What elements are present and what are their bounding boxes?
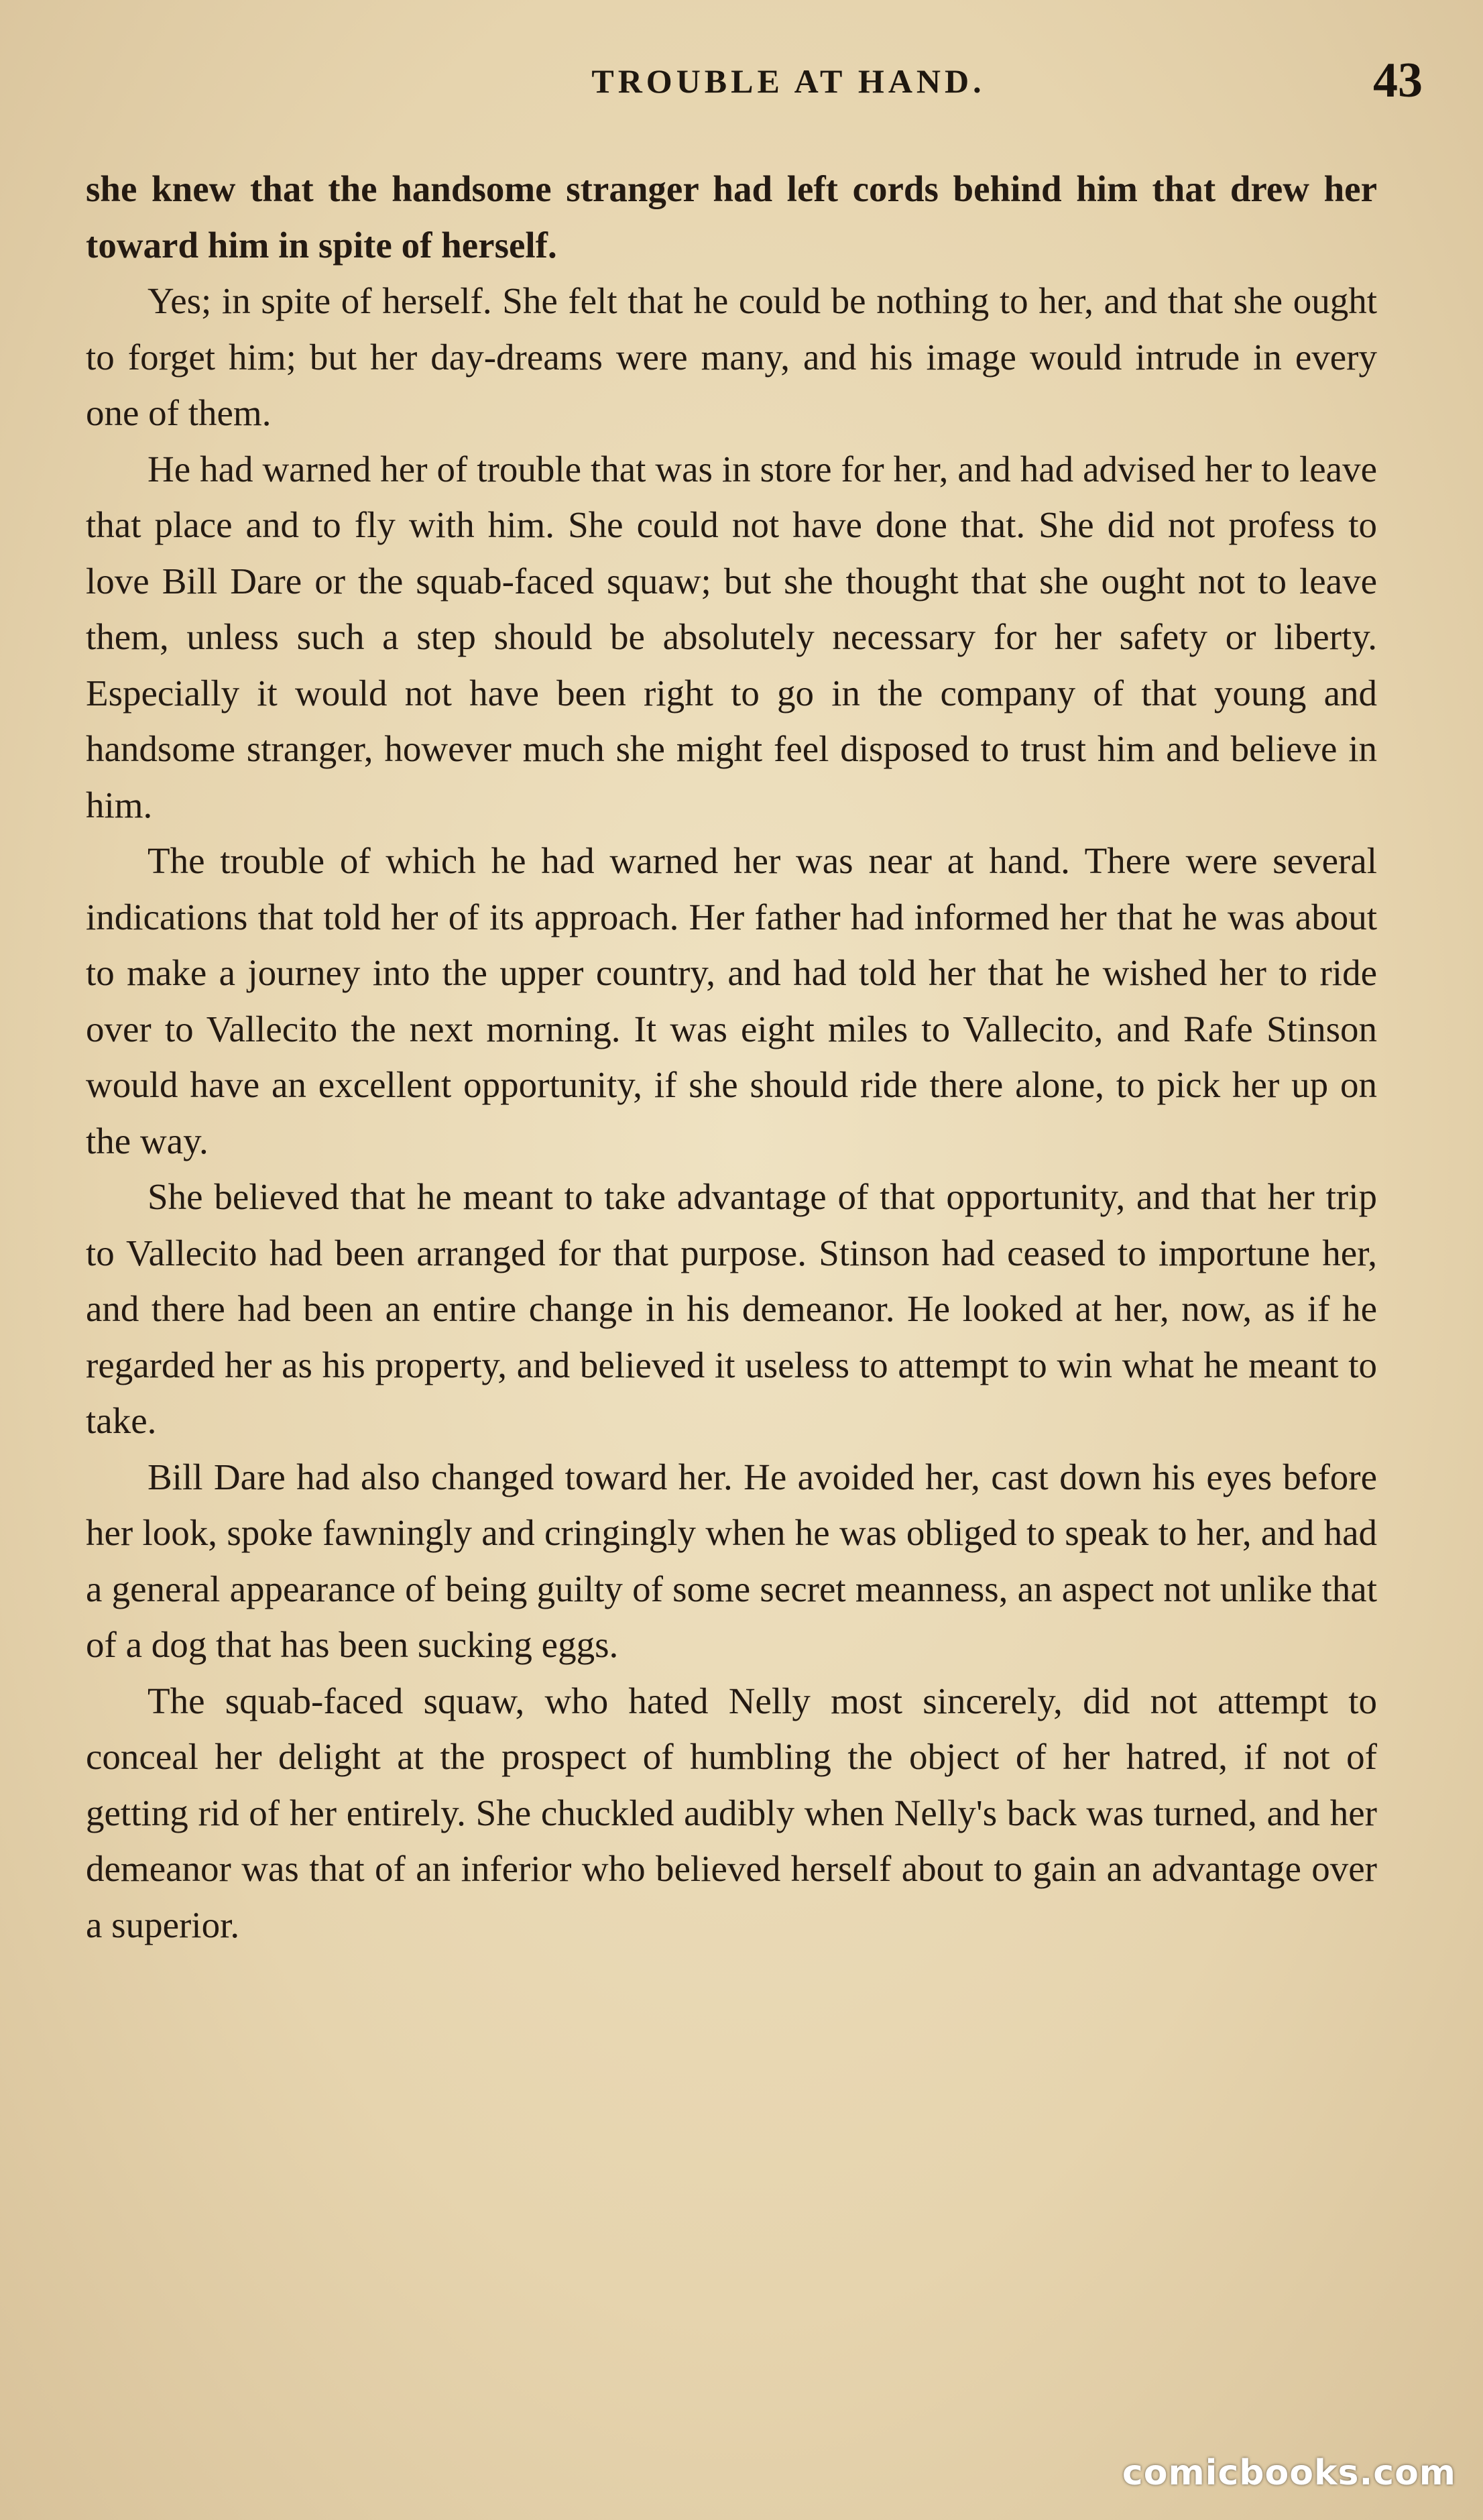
paragraph: Yes; in spite of herself. She felt that he could be nothing to her, and that she ought to forget him; but her day-dreams were many, and his image would intrude in every one of them.	[86, 280, 1377, 433]
page-header	[80, 55, 1423, 115]
paragraph: The squab-faced squaw, who hated Nelly most sincerely, did not attempt to conceal her delight at the prospect of humbling the object of her hatred, if not of getting rid of her entirely. She chuckled audibly when Nelly's back was turned, and her demeanor was that of an inferior who believed herself about to gain an advantage over a superior.	[86, 1680, 1377, 1945]
watermark: comicbooks.com	[1122, 2453, 1456, 2493]
page-number: 43	[1373, 53, 1423, 108]
paragraph: She believed that he meant to take advantage of that opportunity, and that her trip to Vallecito had been arranged for that purpose. Stinson had ceased to importune her, and there had been an entire change in his demeanor. He looked at her, now, as if he regarded her as his property, and believed it useless to attempt to win what he meant to take.	[86, 1176, 1377, 1441]
paragraph: He had warned her of trouble that was in store for her, and had advised her to leave that place and to fly with him. She could not have done that. She did not profess to love Bill Dare or the squab-faced squaw; but she thought that she ought not to leave them, unless such a step should be absolutely necessary for her safety or liberty. Especially it would not have been right to go in the company of that young and handsome stranger, however much she might feel disposed to trust him and believe in him.	[86, 448, 1377, 825]
paragraph: she knew that the handsome stranger had left cords behind him that drew her toward him in spite of herself.	[86, 168, 1377, 266]
paragraph: Bill Dare had also changed toward her. He avoided her, cast down his eyes before her look, spoke fawningly and cringingly when he was obliged to speak to her, and had a general appearance of being guilty of some secret meanness, an aspect not unlike that of a dog that has been sucking eggs.	[86, 1456, 1377, 1665]
running-head: TROUBLE AT HAND.	[591, 62, 986, 100]
paragraph: The trouble of which he had warned her was near at hand. There were several indications that told her of its approach. Her father had informed her that he was about to make a journey into the upper country, and had told her that he wished her to ride over to Vallecito the next morning. It was eight miles to Vallecito, and Rafe Stinson would have an excellent opportunity, if she should ride there alone, to pick her up on the way.	[86, 840, 1377, 1161]
page-body	[86, 161, 1377, 1953]
